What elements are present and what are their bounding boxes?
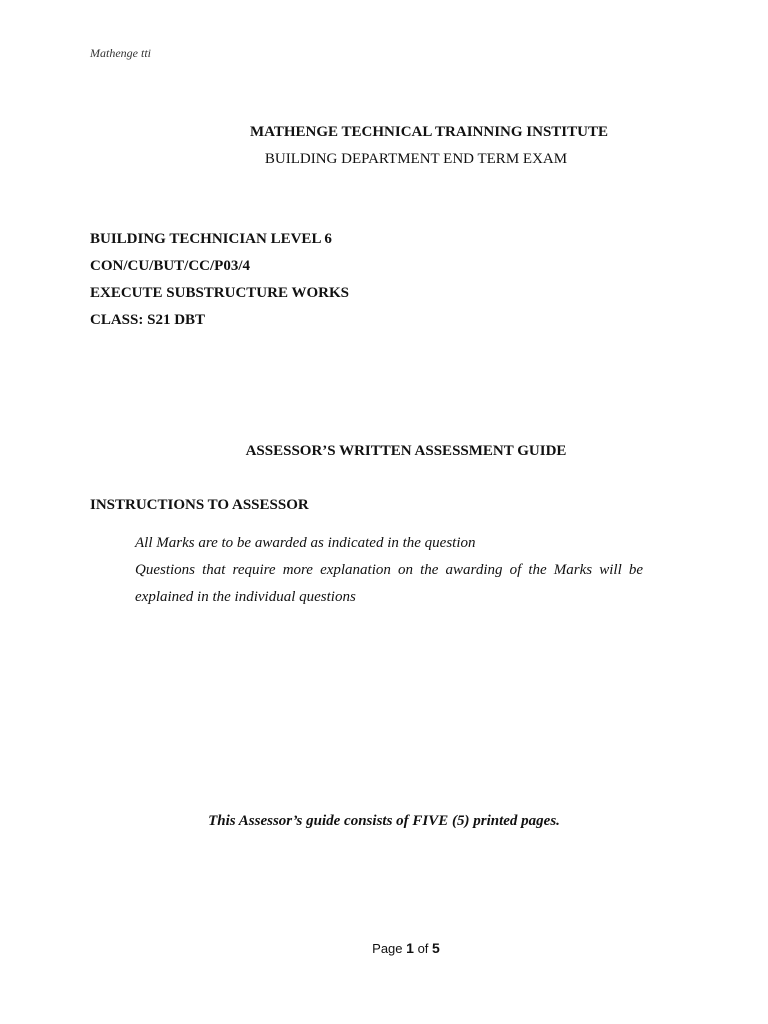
course-level: BUILDING TECHNICIAN LEVEL 6 xyxy=(90,231,332,247)
instruction-line: Questions that require more explanation on the awarding of the Marks will be xyxy=(135,562,643,578)
department-subtitle: BUILDING DEPARTMENT END TERM EXAM xyxy=(264,151,568,167)
page-count-note: This Assessor’s guide consists of FIVE (5) printed pages. xyxy=(208,813,560,829)
instructions-heading: INSTRUCTIONS TO ASSESSOR xyxy=(90,497,309,513)
course-code: CON/CU/BUT/CC/P03/4 xyxy=(90,258,251,274)
page-total: 5 xyxy=(432,940,440,956)
page-number xyxy=(0,940,768,956)
guide-title: ASSESSOR’S WRITTEN ASSESSMENT GUIDE xyxy=(245,443,567,459)
instruction-line: explained in the individual questions xyxy=(135,589,356,605)
page-of: of xyxy=(417,941,429,956)
course-unit: EXECUTE SUBSTRUCTURE WORKS xyxy=(90,285,349,301)
instructions-list xyxy=(135,530,643,611)
running-header: Mathenge tti xyxy=(90,46,151,60)
instruction-line: All Marks are to be awarded as indicated in the question xyxy=(135,535,476,551)
course-class: CLASS: S21 DBT xyxy=(90,312,206,328)
page-label: Page xyxy=(372,941,403,956)
institute-title: MATHENGE TECHNICAL TRAINNING INSTITUTE xyxy=(249,124,608,140)
page-current: 1 xyxy=(406,940,414,956)
